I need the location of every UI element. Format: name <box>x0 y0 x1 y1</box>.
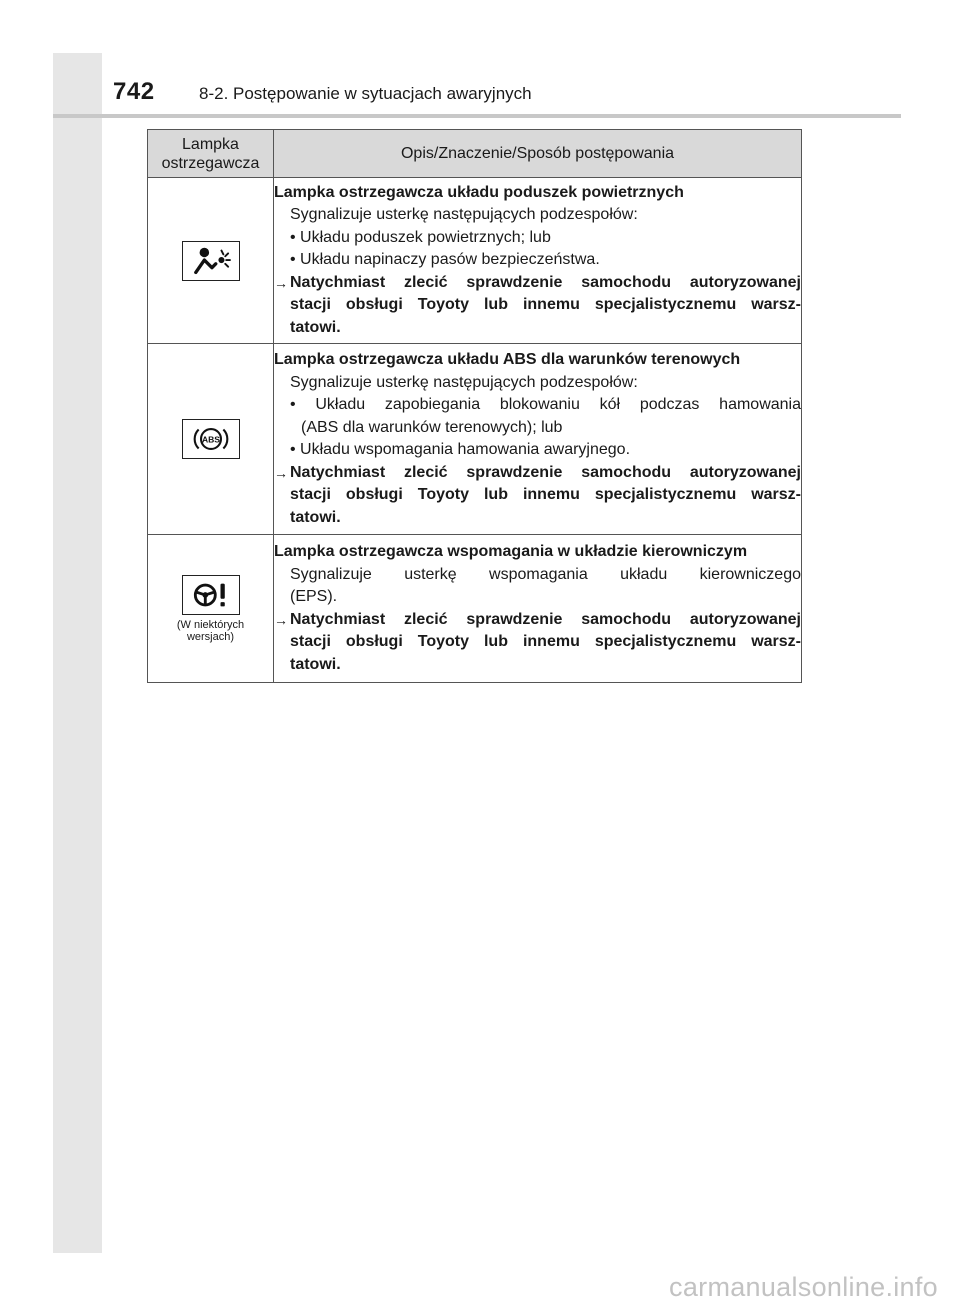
page-number: 742 <box>113 78 155 105</box>
watermark: carmanualsonline.info <box>669 1272 938 1302</box>
description-cell <box>274 344 802 535</box>
table-row <box>148 535 802 683</box>
arrow-icon: → <box>274 464 288 481</box>
table-header-row <box>148 130 802 178</box>
description-text: Sygnalizuje usterkę następujących podzespołów: <box>290 373 638 391</box>
arrow-icon: → <box>274 274 288 291</box>
chapter-title: 8-2. Postępowanie w sytuacjach awaryjnych <box>199 84 532 103</box>
action-instruction: → Natychmiast zlecić sprawdzenie samochodu autoryzowanej stacji obsługi Toyoty lub innemu specjalistycznemu warsz- tatowi. <box>274 273 801 336</box>
arrow-icon: → <box>274 611 288 628</box>
list-item: • Układu napinaczy pasów bezpieczeństwa. <box>290 251 600 269</box>
page-margin-band <box>53 53 102 1253</box>
abs-warning-icon <box>182 419 240 459</box>
icon-cell <box>148 344 274 535</box>
lamp-title: Lampka ostrzegawcza wspomagania w układzie kierowniczym <box>274 543 748 560</box>
description-cell <box>274 535 802 683</box>
action-instruction: → Natychmiast zlecić sprawdzenie samochodu autoryzowanej stacji obsługi Toyoty lub innemu specjalistycznemu warsz- tatowi. <box>274 463 801 526</box>
list-item-continuation: (ABS dla warunków terenowych); lub <box>301 418 563 436</box>
column-header-lamp: Lampka ostrzegawcza <box>148 130 274 178</box>
icon-cell <box>148 535 274 683</box>
lamp-title: Lampka ostrzegawcza układu poduszek powietrznych <box>274 183 684 201</box>
list-item: • Układu wspomagania hamowania awaryjnego. <box>290 441 631 458</box>
description-text: Sygnalizuje usterkę wspomagania układu kierowniczego <box>290 565 801 583</box>
warning-lamps-table <box>147 129 802 683</box>
abs-label: ABS <box>201 434 220 445</box>
airbag-warning-icon <box>182 241 240 281</box>
table-row <box>148 178 802 344</box>
description-text: Sygnalizuje usterkę następujących podzespołów: <box>290 206 638 224</box>
description-cell <box>274 178 802 344</box>
lamp-title: Lampka ostrzegawcza układu ABS dla warunków terenowych <box>274 351 741 368</box>
icon-note: (W niektórych wersjach) <box>176 618 245 643</box>
action-instruction: → Natychmiast zlecić sprawdzenie samochodu autoryzowanej stacji obsługi Toyoty lub innemu specjalistycznemu warsz- tatowi. <box>274 610 801 673</box>
description-text: (EPS). <box>290 588 338 605</box>
list-item: • Układu zapobiegania blokowaniu kół podczas hamowania <box>290 396 801 413</box>
list-item: • Układu poduszek powietrznych; lub <box>290 228 551 246</box>
header-divider <box>53 114 901 118</box>
table-row <box>148 344 802 535</box>
icon-cell <box>148 178 274 344</box>
column-header-description: Opis/Znaczenie/Sposób postępowania <box>274 130 802 178</box>
power-steering-warning-icon <box>182 575 240 615</box>
